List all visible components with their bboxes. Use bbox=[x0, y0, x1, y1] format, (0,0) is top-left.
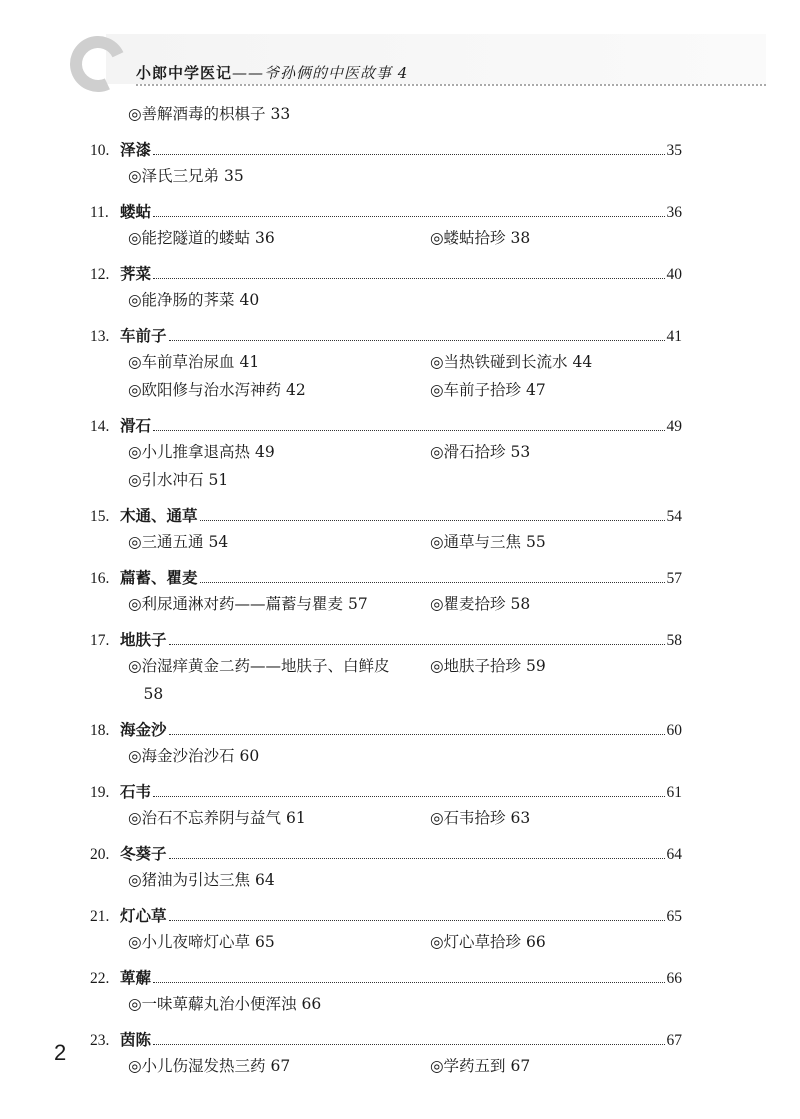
chapter-page: 49 bbox=[666, 418, 682, 435]
chapter-number: 17. bbox=[90, 632, 110, 649]
toc-subitem[interactable]: ◎泽氏三兄弟 35 bbox=[128, 167, 244, 185]
toc-chapter-entry[interactable] bbox=[90, 628, 682, 652]
dot-leader bbox=[200, 520, 665, 521]
dot-leader bbox=[153, 796, 664, 797]
chapter-title: 荠菜 bbox=[120, 265, 152, 283]
chapter-number: 16. bbox=[90, 570, 110, 587]
toc-subitem[interactable]: ◎通草与三焦 55 bbox=[430, 533, 546, 551]
toc-subitem[interactable]: ◎瞿麦拾珍 58 bbox=[430, 595, 531, 613]
toc-subitem[interactable]: ◎学药五到 67 bbox=[430, 1057, 531, 1075]
page-number: 2 bbox=[54, 1040, 67, 1065]
toc-chapter-entry[interactable] bbox=[90, 904, 682, 928]
chapter-title: 萹蓄、瞿麦 bbox=[120, 569, 198, 587]
toc-chapter-entry[interactable] bbox=[90, 138, 682, 162]
book-title bbox=[136, 62, 408, 83]
dot-leader bbox=[169, 734, 665, 735]
toc-chapter-entry[interactable] bbox=[90, 504, 682, 528]
chapter-subitems bbox=[90, 742, 682, 770]
table-of-contents bbox=[90, 100, 682, 1080]
toc-subitem[interactable]: ◎蝼蛄拾珍 38 bbox=[430, 229, 531, 247]
chapter-number: 13. bbox=[90, 328, 110, 345]
toc-subitem[interactable]: ◎欧阳修与治水泻神药 42 bbox=[128, 381, 306, 399]
chapter-number: 20. bbox=[90, 846, 110, 863]
chapter-number: 11. bbox=[90, 204, 109, 221]
toc-subitem[interactable]: ◎小儿伤湿发热三药 67 bbox=[128, 1057, 291, 1075]
toc-subitem[interactable]: ◎能挖隧道的蝼蛄 36 bbox=[128, 229, 275, 247]
chapter-title: 木通、通草 bbox=[120, 507, 198, 525]
chapter-subitems bbox=[90, 528, 682, 556]
chapter-subitems bbox=[90, 438, 682, 494]
chapter-page: 54 bbox=[666, 508, 682, 525]
chapter-subitems bbox=[90, 286, 682, 314]
chapter-page: 64 bbox=[666, 846, 682, 863]
chapter-number: 23. bbox=[90, 1032, 110, 1049]
chapter-title: 萆薢 bbox=[120, 969, 152, 987]
chapter-subitems bbox=[90, 804, 682, 832]
toc-chapter-entry[interactable] bbox=[90, 414, 682, 438]
toc-chapter-entry[interactable] bbox=[90, 780, 682, 804]
toc-subitem[interactable]: ◎能净肠的荠菜 40 bbox=[128, 291, 260, 309]
chapter-title: 海金沙 bbox=[120, 721, 167, 739]
toc-subitem[interactable]: ◎治湿痒黄金二药——地肤子、白鲜皮 58 bbox=[128, 657, 390, 703]
chapter-page: 35 bbox=[666, 142, 682, 159]
chapter-number: 21. bbox=[90, 908, 110, 925]
toc-subitem[interactable]: ◎车前草治尿血 41 bbox=[128, 353, 260, 371]
toc-subitem[interactable]: ◎石韦拾珍 63 bbox=[430, 809, 531, 827]
toc-subitem[interactable]: ◎车前子拾珍 47 bbox=[430, 381, 546, 399]
chapter-number: 22. bbox=[90, 970, 110, 987]
dot-leader bbox=[153, 982, 664, 983]
toc-subitem[interactable]: ◎三通五通 54 bbox=[128, 533, 229, 551]
chapter-page: 41 bbox=[666, 328, 682, 345]
toc-subitem[interactable]: ◎当热铁碰到长流水 44 bbox=[430, 353, 593, 371]
chapter-title: 泽漆 bbox=[120, 141, 152, 159]
toc-subitem[interactable]: ◎治石不忘养阴与益气 61 bbox=[128, 809, 306, 827]
chapter-page: 60 bbox=[666, 722, 682, 739]
toc-chapter-entry[interactable] bbox=[90, 718, 682, 742]
toc-chapter-entry[interactable] bbox=[90, 842, 682, 866]
chapter-title: 蝼蛄 bbox=[120, 203, 152, 221]
chapter-subitems bbox=[90, 652, 682, 708]
dot-leader bbox=[169, 340, 665, 341]
toc-subitem[interactable]: ◎海金沙治沙石 60 bbox=[128, 747, 260, 765]
chapter-number: 18. bbox=[90, 722, 110, 739]
chapter-page: 40 bbox=[666, 266, 682, 283]
dot-leader bbox=[169, 644, 665, 645]
chapter-page: 58 bbox=[666, 632, 682, 649]
toc-subitem[interactable]: ◎灯心草拾珍 66 bbox=[430, 933, 546, 951]
toc-subitem[interactable]: ◎引水冲石 51 bbox=[128, 471, 229, 489]
toc-continued-item[interactable]: ◎善解酒毒的枳椇子 33 bbox=[128, 105, 291, 123]
toc-chapter-entry[interactable] bbox=[90, 1028, 682, 1052]
chapter-subitems bbox=[90, 866, 682, 894]
toc-subitem[interactable]: ◎利尿通淋对药——萹蓄与瞿麦 57 bbox=[128, 595, 368, 613]
chapter-subitems bbox=[90, 224, 682, 252]
chapter-subitems bbox=[90, 590, 682, 618]
dot-leader bbox=[169, 858, 665, 859]
chapter-page: 65 bbox=[666, 908, 682, 925]
chapter-subitems bbox=[90, 990, 682, 1018]
chapter-subitems bbox=[90, 1052, 682, 1080]
dot-leader bbox=[153, 154, 664, 155]
chapter-title: 冬葵子 bbox=[120, 845, 167, 863]
toc-chapter-entry[interactable] bbox=[90, 200, 682, 224]
chapter-subitems bbox=[90, 928, 682, 956]
toc-subitem[interactable]: ◎小儿夜啼灯心草 65 bbox=[128, 933, 275, 951]
chapter-page: 57 bbox=[666, 570, 682, 587]
chapter-page: 66 bbox=[666, 970, 682, 987]
toc-subitem[interactable]: ◎地肤子拾珍 59 bbox=[430, 657, 546, 675]
book-subtitle: ——爷孙俩的中医故事 4 bbox=[232, 64, 409, 82]
dot-leader bbox=[153, 278, 664, 279]
chapter-number: 14. bbox=[90, 418, 110, 435]
toc-subitem[interactable]: ◎猪油为引达三焦 64 bbox=[128, 871, 275, 889]
chapter-page: 61 bbox=[666, 784, 682, 801]
toc-subitem[interactable]: ◎小儿推拿退高热 49 bbox=[128, 443, 275, 461]
chapter-page: 36 bbox=[666, 204, 682, 221]
chapter-subitems bbox=[90, 162, 682, 190]
book-title-main: 小郎中学医记 bbox=[136, 64, 233, 82]
chapter-number: 19. bbox=[90, 784, 110, 801]
toc-subitem[interactable]: ◎滑石拾珍 53 bbox=[430, 443, 531, 461]
toc-chapter-entry[interactable] bbox=[90, 324, 682, 348]
chapter-number: 15. bbox=[90, 508, 110, 525]
chapter-title: 灯心草 bbox=[120, 907, 167, 925]
header-divider bbox=[136, 84, 766, 89]
dot-leader bbox=[153, 216, 664, 217]
toc-chapter-entry[interactable] bbox=[90, 966, 682, 990]
chapter-title: 茵陈 bbox=[120, 1031, 152, 1049]
chapter-title: 车前子 bbox=[120, 327, 167, 345]
chapter-title: 地肤子 bbox=[120, 631, 167, 649]
chapter-subitems bbox=[90, 348, 682, 404]
chapter-title: 滑石 bbox=[120, 417, 152, 435]
chapter-number: 10. bbox=[90, 142, 110, 159]
dot-leader bbox=[153, 1044, 664, 1045]
chapter-title: 石韦 bbox=[120, 783, 152, 801]
dot-leader bbox=[153, 430, 664, 431]
chapter-number: 12. bbox=[90, 266, 110, 283]
toc-subitem[interactable]: ◎一味萆薢丸治小便浑浊 66 bbox=[128, 995, 322, 1013]
toc-chapter-entry[interactable] bbox=[90, 262, 682, 286]
running-header bbox=[66, 26, 766, 106]
chapter-page: 67 bbox=[666, 1032, 682, 1049]
dot-leader bbox=[169, 920, 665, 921]
dot-leader bbox=[200, 582, 665, 583]
toc-chapter-entry[interactable] bbox=[90, 566, 682, 590]
